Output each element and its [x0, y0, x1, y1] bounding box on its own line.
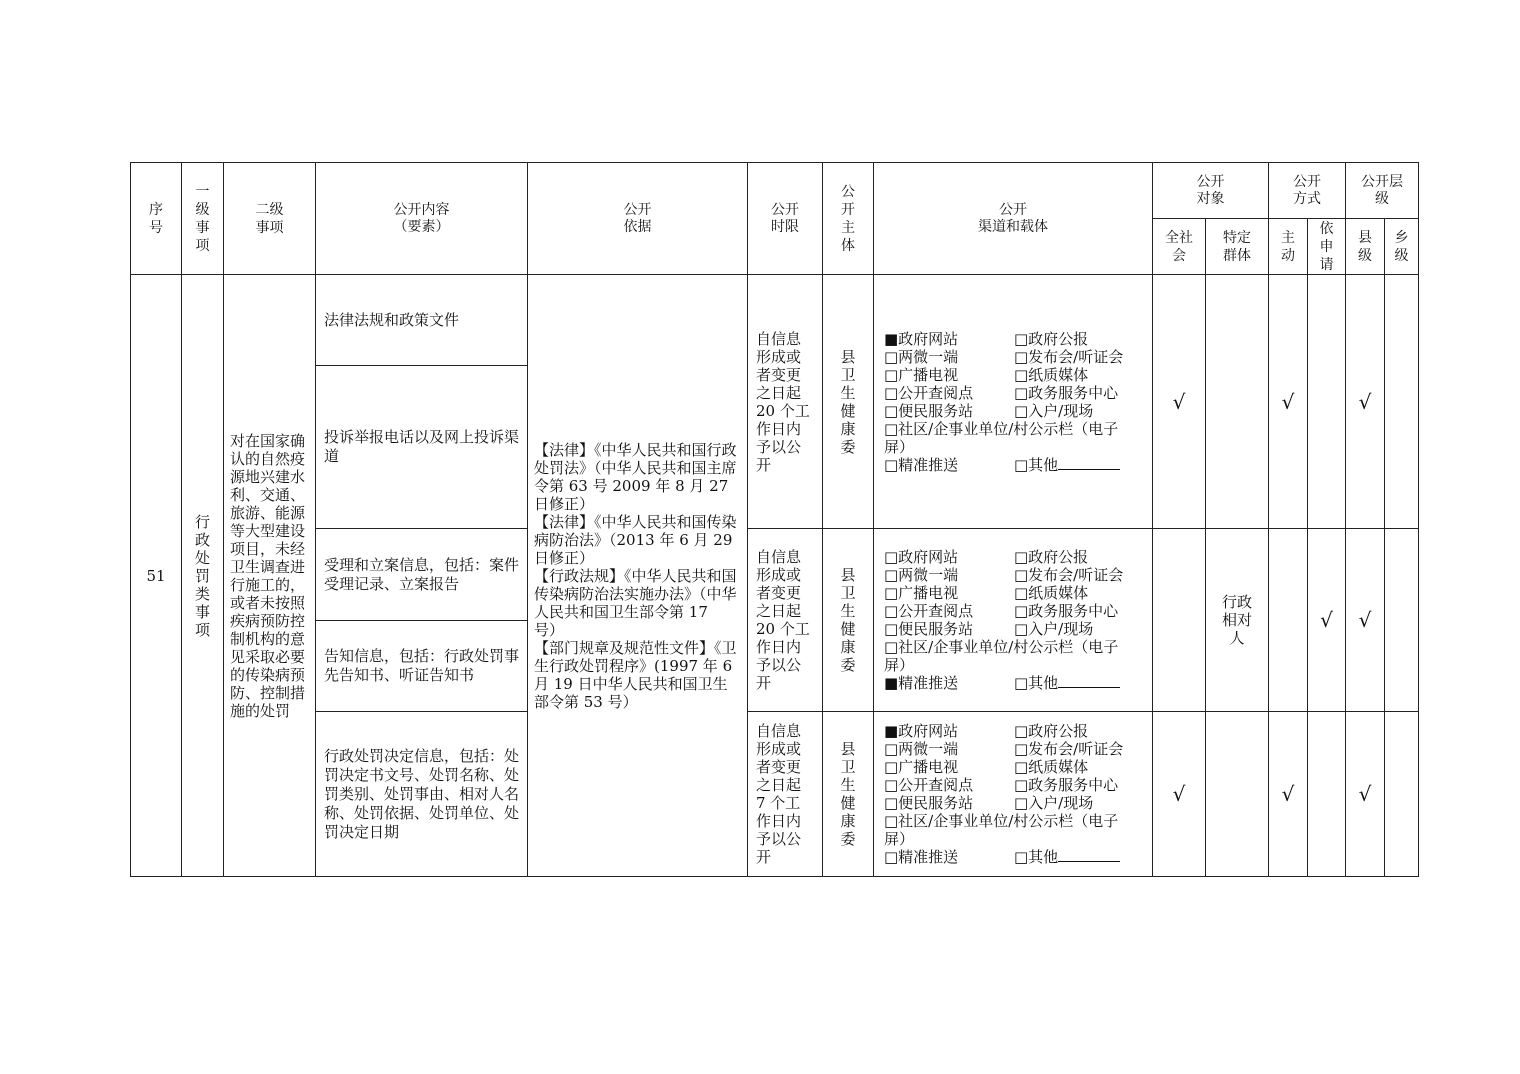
header-subject: 公开主体 [823, 163, 874, 275]
channel-option[interactable]: □政府公报 [1014, 329, 1089, 348]
channel-option[interactable]: □发布会/听证会 [1014, 347, 1124, 366]
header-tier-township: 乡级 [1385, 219, 1419, 275]
channel-option[interactable]: □政务服务中心 [1014, 776, 1119, 794]
channel-option[interactable]: □政府公报 [1014, 548, 1089, 566]
table-row [131, 275, 1419, 366]
channel-option[interactable]: □入户/现场 [1014, 620, 1094, 638]
header-mode-request: 依申请 [1308, 219, 1346, 275]
channel-cell [874, 275, 1153, 529]
check-all-society: √ [1153, 275, 1206, 529]
channel-option[interactable]: □社区/企事业单位/村公示栏（电子屏） [884, 812, 1119, 848]
header-channel: 公开 渠道和载体 [874, 163, 1153, 275]
check-request [1308, 712, 1346, 877]
header-seq: 序号 [131, 163, 182, 275]
specific-group-cell [1206, 275, 1269, 529]
specific-group-cell [1206, 712, 1269, 877]
check-county: √ [1346, 275, 1385, 529]
header-level1: 一级事项 [182, 163, 224, 275]
channel-option[interactable]: ■精准推送 [884, 674, 959, 692]
check-request [1308, 275, 1346, 529]
header-target-specific: 特定群体 [1206, 219, 1269, 275]
table-row [131, 712, 1419, 877]
header-mode: 公开 方式 [1269, 163, 1346, 219]
specific-group-cell: 行政相对人 [1206, 529, 1269, 712]
check-active: √ [1269, 275, 1308, 529]
channel-option[interactable]: □广播电视 [884, 758, 959, 776]
check-active [1269, 529, 1308, 712]
header-basis: 公开 依据 [528, 163, 748, 275]
channel-option[interactable]: □两微一端 [884, 740, 959, 758]
channel-option[interactable]: ■政府网站 [884, 329, 959, 348]
header-target: 公开 对象 [1153, 163, 1269, 219]
table-row [131, 529, 1419, 621]
channel-option-other[interactable]: □其他 [1014, 456, 1120, 474]
channel-option[interactable]: □两微一端 [884, 347, 959, 366]
channel-option[interactable]: □两微一端 [884, 566, 959, 584]
channel-option[interactable]: ■政府网站 [884, 722, 959, 740]
channel-option[interactable]: □政府公报 [1014, 722, 1089, 740]
content-item: 受理和立案信息，包括：案件受理记录、立案报告 [316, 529, 528, 621]
time-cell: 自信息形成或者变更之日起 20 个工作日内予以公开 [748, 529, 823, 712]
header-target-all: 全社会 [1153, 219, 1206, 275]
channel-option[interactable]: □便民服务站 [884, 620, 974, 638]
header-tier-county: 县级 [1346, 219, 1385, 275]
check-active: √ [1269, 712, 1308, 877]
channel-option[interactable]: □纸质媒体 [1014, 365, 1089, 384]
channel-option[interactable]: □公开查阅点 [884, 383, 974, 402]
subject-cell: 县卫生健康委 [823, 529, 874, 712]
channel-option[interactable]: □社区/企事业单位/村公示栏（电子屏） [884, 638, 1119, 674]
header-mode-active: 主动 [1269, 219, 1308, 275]
seq-cell: 51 [131, 275, 182, 877]
content-item: 投诉举报电话以及网上投诉渠道 [316, 366, 528, 529]
channel-option[interactable]: □便民服务站 [884, 401, 974, 420]
time-cell: 自信息形成或者变更之日起 20 个工作日内予以公开 [748, 275, 823, 529]
check-request: √ [1308, 529, 1346, 712]
header-time: 公开 时限 [748, 163, 823, 275]
channel-cell [874, 529, 1153, 712]
channel-option[interactable]: □广播电视 [884, 584, 959, 602]
channel-option[interactable]: □发布会/听证会 [1014, 740, 1124, 758]
content-item: 行政处罚决定信息，包括：处罚决定书文号、处罚名称、处罚类别、处罚事由、相对人名称、处罚依据、处罚单位、处罚决定日期 [316, 712, 528, 877]
content-item: 告知信息，包括：行政处罚事先告知书、听证告知书 [316, 621, 528, 712]
basis-cell: 【法律】《中华人民共和国行政处罚法》（中华人民共和国主席令第 63 号 2009 年 8 月 27 日修正） 【法律】《中华人民共和国传染病防治法》（2013 年 6 月 29 日修正） 【行政法规】《中华人民共和国传染病防治法实施办法》（中华人民共和国卫生部令第 17 号） 【部门规章及规范性文件】《卫生行政处罚程序》(1997 年 6 月 19 日中华人民共和国卫生部令第 53 号） [528, 275, 748, 877]
channel-option[interactable]: □公开查阅点 [884, 776, 974, 794]
header-level2: 二级事项 [224, 163, 316, 275]
channel-option[interactable]: □精准推送 [884, 455, 959, 474]
disclosure-table [130, 162, 1419, 877]
channel-option[interactable]: □社区/企事业单位/村公示栏（电子屏） [884, 419, 1119, 456]
channel-cell [874, 712, 1153, 877]
channel-option[interactable]: □广播电视 [884, 365, 959, 384]
check-county: √ [1346, 712, 1385, 877]
check-all-society [1153, 529, 1206, 712]
header-content: 公开内容 （要素） [316, 163, 528, 275]
check-township [1385, 275, 1419, 529]
check-county: √ [1346, 529, 1385, 712]
channel-option[interactable]: □发布会/听证会 [1014, 566, 1124, 584]
check-township [1385, 529, 1419, 712]
channel-option-other[interactable]: □其他 [1014, 848, 1120, 866]
channel-option[interactable]: □便民服务站 [884, 794, 974, 812]
level2-cell: 对在国家确认的自然疫源地兴建水利、交通、旅游、能源等大型建设项目，未经卫生调查进行施工的，或者未按照疾病预防控制机构的意见采取必要的传染病预防、控制措施的处罚 [224, 275, 316, 877]
subject-cell: 县卫生健康委 [823, 712, 874, 877]
channel-option[interactable]: □政府网站 [884, 548, 959, 566]
channel-option[interactable]: □公开查阅点 [884, 602, 974, 620]
check-township [1385, 712, 1419, 877]
check-all-society: √ [1153, 712, 1206, 877]
channel-option[interactable]: □政务服务中心 [1014, 602, 1119, 620]
level1-cell: 行政处罚类事项 [182, 275, 224, 877]
channel-option[interactable]: □入户/现场 [1014, 401, 1094, 420]
channel-option[interactable]: □纸质媒体 [1014, 584, 1089, 602]
time-cell: 自信息形成或者变更之日起 7 个工作日内予以公开 [748, 712, 823, 877]
content-item: 法律法规和政策文件 [316, 275, 528, 366]
header-tier: 公开层 级 [1346, 163, 1419, 219]
channel-option[interactable]: □入户/现场 [1014, 794, 1094, 812]
channel-option[interactable]: □纸质媒体 [1014, 758, 1089, 776]
channel-option-other[interactable]: □其他 [1014, 674, 1120, 692]
subject-cell: 县卫生健康委 [823, 275, 874, 529]
channel-option[interactable]: □精准推送 [884, 848, 959, 866]
channel-option[interactable]: □政务服务中心 [1014, 383, 1119, 402]
